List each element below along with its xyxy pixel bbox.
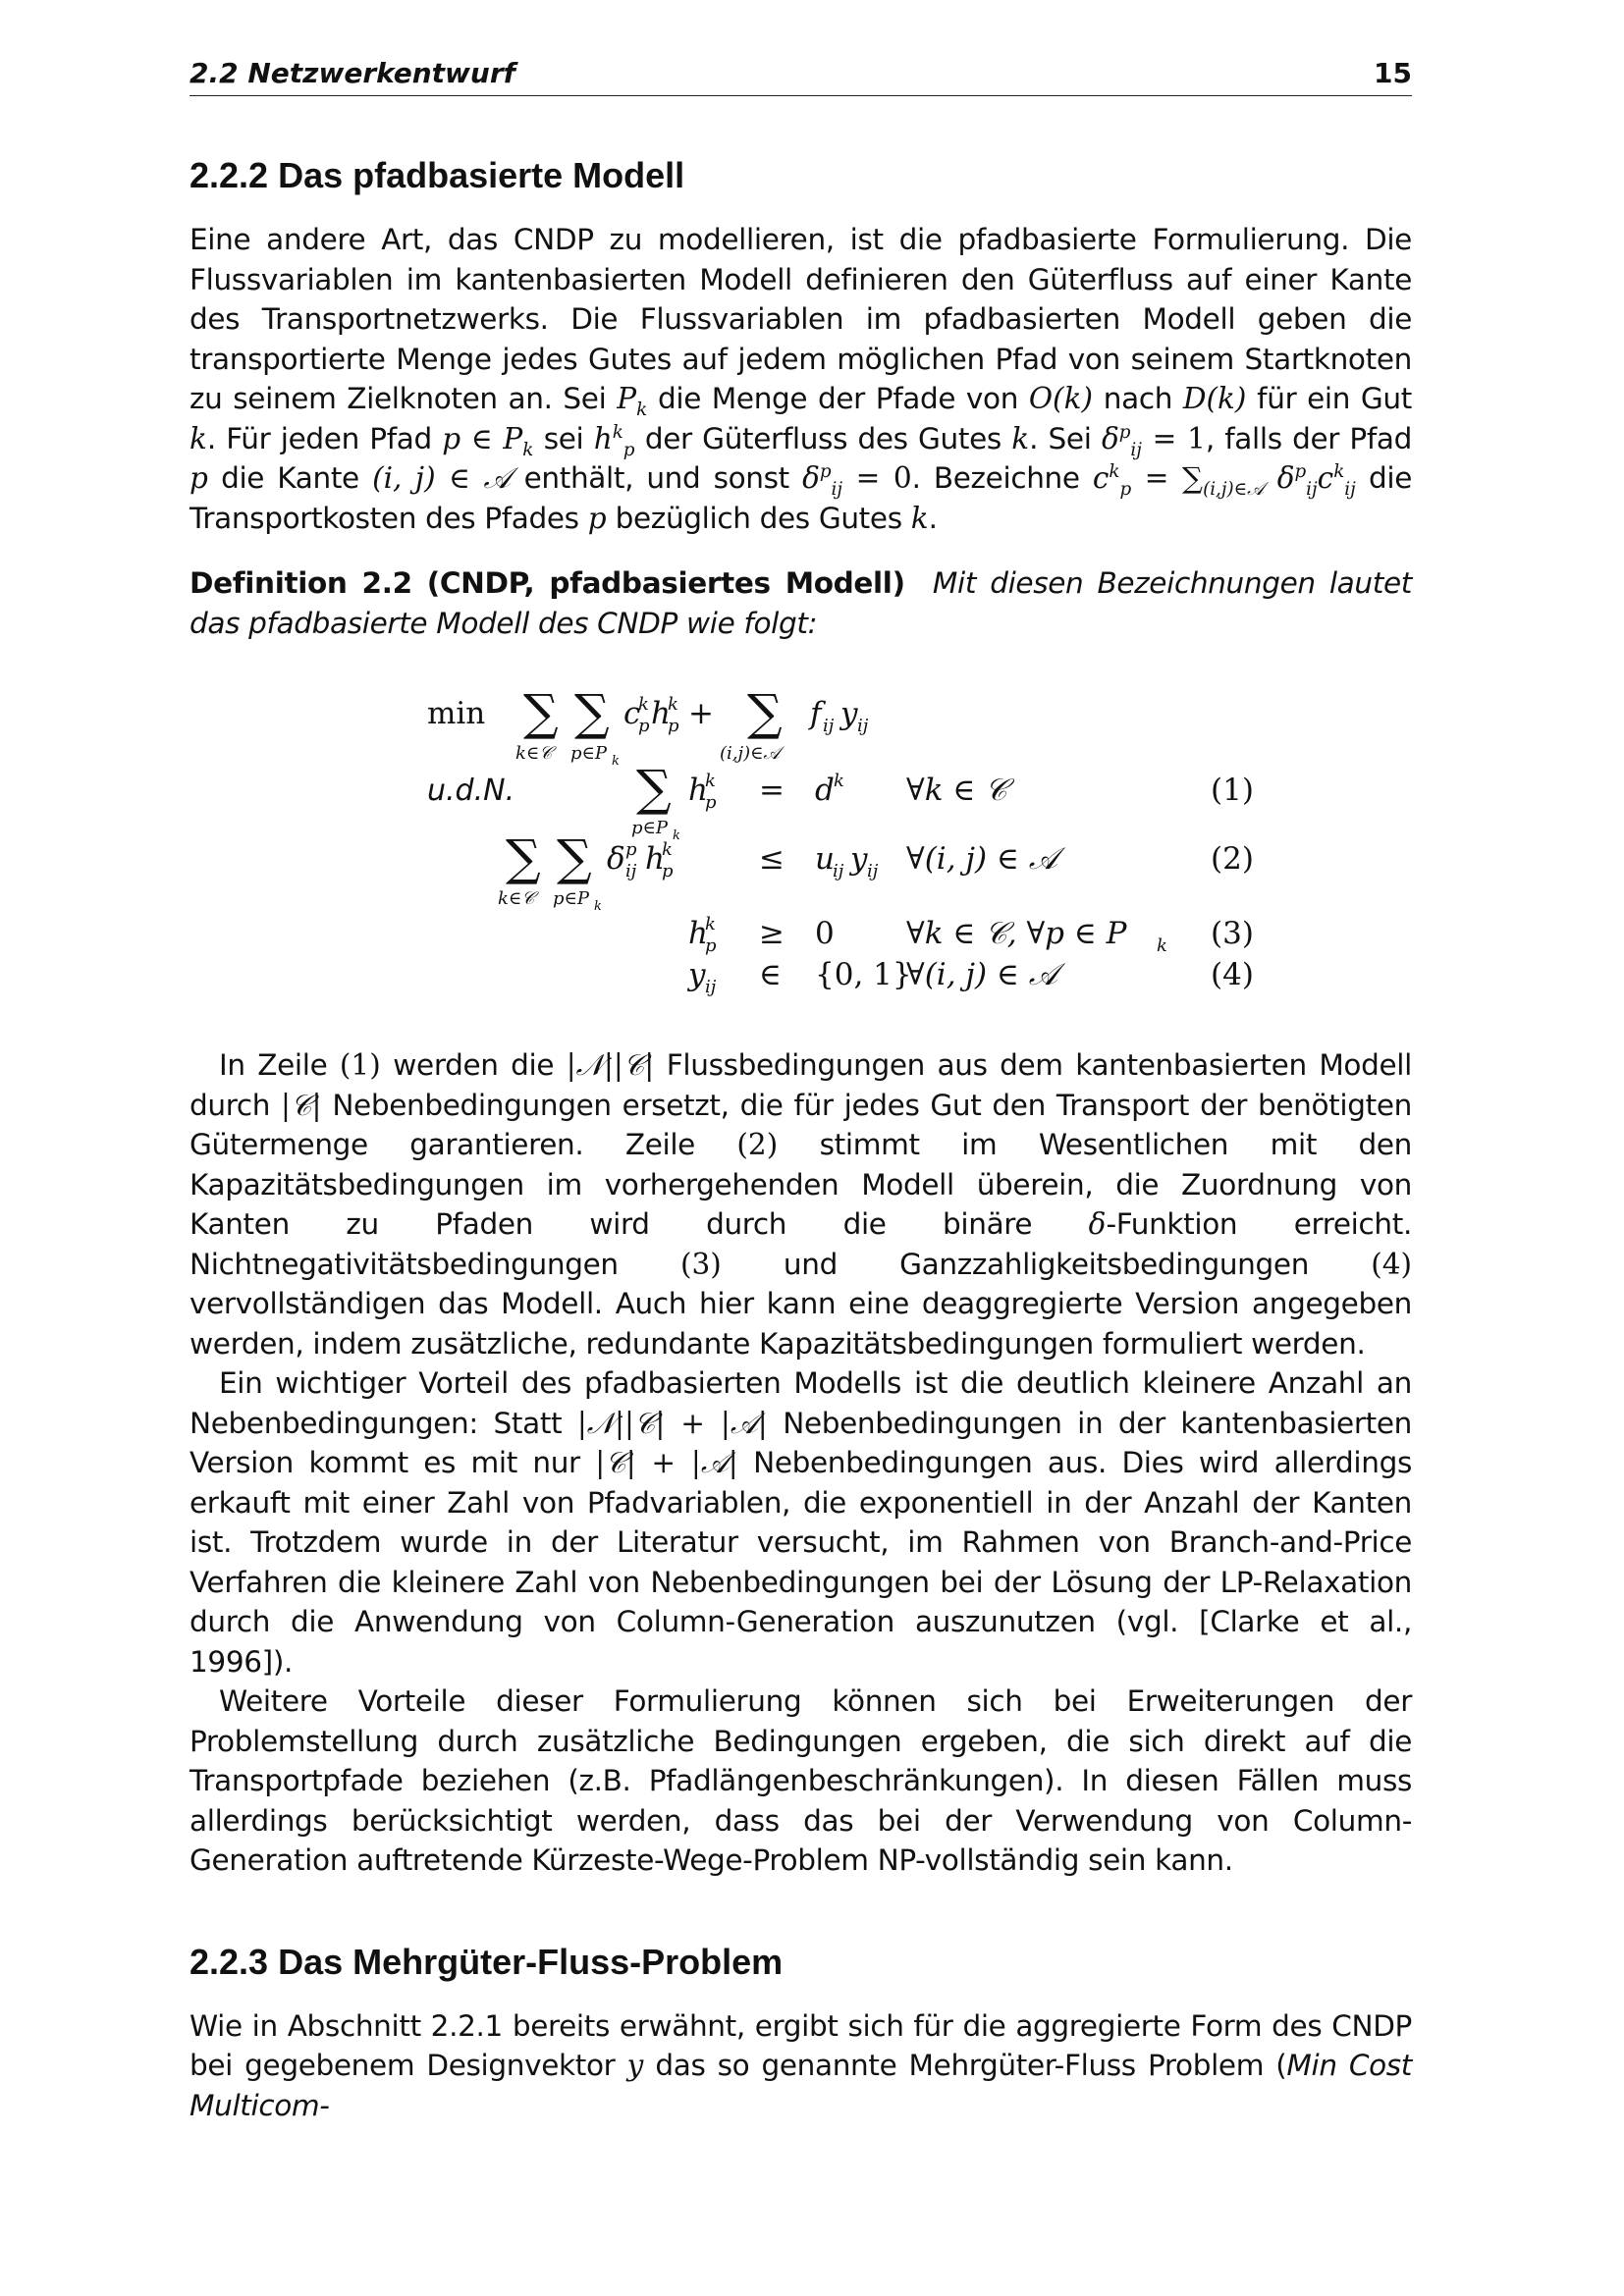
page-number: 15 — [1374, 57, 1412, 89]
row1-rhs: d — [815, 773, 835, 808]
row3-domain-sub: k — [1157, 935, 1167, 956]
sum-ijA-sub: (i,j)∈𝒜 — [720, 743, 781, 764]
obj-h: h — [651, 696, 671, 731]
sum-pPk-3: ∑ — [557, 829, 592, 886]
row1-h-sub: p — [705, 792, 717, 813]
row1-h-sup: k — [705, 771, 716, 791]
row3-h-sub: p — [705, 935, 717, 956]
sum-kC-1-sub: k∈𝒞 — [515, 743, 553, 764]
row2-rhs-y: y — [850, 841, 868, 877]
row2-h: h — [645, 841, 665, 877]
obj-c: c — [623, 696, 641, 731]
obj-h-sub: p — [668, 716, 679, 736]
definition-label: Definition 2.2 (CNDP, pfadbasiertes Modell) — [189, 566, 905, 600]
header-section-title: 2.2 Netzwerkentwurf — [189, 57, 515, 89]
sum-pPk-2: ∑ — [636, 760, 672, 817]
obj-y-sub: ij — [857, 716, 869, 736]
running-header — [189, 57, 1412, 96]
obj-c-sup: k — [638, 694, 649, 715]
row1-number: (1) — [1211, 773, 1254, 808]
obj-f: f — [810, 696, 822, 731]
section-heading-2-2-3: 2.2.3 Das Mehrgüter-Fluss-Problem — [189, 1941, 784, 1982]
definition-2-2 — [189, 563, 1412, 643]
row4-rhs: {0, 1} — [815, 957, 912, 992]
row2-rhs-u: u — [815, 841, 835, 877]
paragraph-constraints: In Zeile (1) werden die |𝒩||𝒞| Flussbedingungen aus dem kantenbasierten Modell durch |𝒞| Nebenbedingungen ersetzt, die für jedes Gut den Transport der benötigten Gütermenge garantieren. Zeile (2) stimmt im Wesentlichen mit den Kapazitätsbedingungen im vorhergehenden Modell überein, die Zuordnung von Kanten zu Pfaden wird durch die binäre δ-Funktion erreicht. Nichtnegativitätsbedingungen (3) und Ganzzahligkeitsbedingungen (4) vervollständigen das Modell. Auch hier kann eine deaggregierte Version angegeben werden, indem zusätzliche, redundante Kapazitätsbedingungen formuliert werden. — [189, 1048, 1413, 1361]
row2-rhs-y-sub: ij — [867, 861, 879, 881]
row2-domain: ∀(i, j) ∈ 𝒜 — [906, 841, 1058, 877]
paragraph-advantage: Ein wichtiger Vorteil des pfadbasierten Modells ist die deutlich kleinere Anzahl an Nebenbedingungen: Statt |𝒩||𝒞| + |𝒜| Nebenbedingungen in der kantenbasierten Version kommt es mit nur |𝒞| + |𝒜| Nebenbedingungen aus. Dies wird allerdings erkauft mit einer Zahl von Pfadvariablen, die exponentiell in der Anzahl der Kanten ist. Trotzdem wurde in der Literatur versucht, im Rahmen von Branch-and-Price Verfahren die kleinere Zahl von Nebenbedingungen bei der Lösung der LP-Relaxation durch die Anwendung von Column-Generation auszunutzen (vgl. [Clarke et al., 1996]). — [189, 1366, 1413, 1679]
row2-rhs-u-sub: ij — [833, 861, 844, 881]
row1-rhs-sup: k — [834, 771, 844, 791]
paragraph-intro: Eine andere Art, das CNDP zu modellieren, ist die pfadbasierte Formulierung. Die Flussvariablen im kantenbasierten Modell definieren den Güterfluss auf einer Kante des Transportnetzwerks. Die Flussvariablen im pfadbasierten Modell geben die transportierte Menge jedes Gutes auf jedem möglichen Pfad von seinem Startknoten zu seinem Zielknoten an. Sei $P_k$ die Menge der Pfade von O(k) nach D(k) für ein Gut k. Für jeden Pfad p ∈ $P_k$ sei $h^k_p$ der Güterfluss des Gutes k. Sei $\delta^p_{ij} = 1$, falls der Pfad p die Kante (i, j) ∈ 𝒜 enthält, und sonst $\delta^p_{ij} = 0$. Bezeichne $c^k_p = \sum_{(i,j)\in 𝒜}$ $\delta^p_{ij}c^k_{ij}$ die Transportkosten des Pfades p bezüglich des Gutes k. — [189, 223, 1413, 535]
obj-plus: + — [688, 696, 714, 731]
row4-y: y — [688, 957, 706, 992]
row1-h: h — [688, 773, 708, 808]
sum-kC-1: ∑ — [523, 684, 559, 741]
page — [189, 57, 1412, 2125]
row1-rel: = — [759, 773, 785, 808]
paragraph-further-advantages: Weitere Vorteile dieser Formulierung können sich bei Erweiterungen der Problemstellung durch zusätzliche Bedingungen ergeben, die sich direkt auf die Transportpfade beziehen (z.B. Pfadlängenbeschränkungen). In diesen Fällen muss allerdings berücksichtigt werden, dass das bei der Verwendung von Column-Generation auftretende Kürzeste-Wege-Problem NP-vollständig sein kann. — [189, 1684, 1412, 1877]
row2-delta: δ — [607, 841, 625, 877]
row2-delta-sup: p — [625, 839, 637, 860]
obj-c-sub: p — [638, 716, 650, 736]
row3-rhs: 0 — [815, 916, 835, 951]
section-heading-2-2-2: 2.2.2 Das pfadbasierte Modell — [189, 155, 685, 195]
row3-rel: ≥ — [759, 916, 785, 951]
sum-kC-2-sub: k∈𝒞 — [498, 888, 535, 909]
sum-pPk-2-subk: k — [673, 828, 680, 843]
row2-number: (2) — [1211, 841, 1254, 877]
row3-domain: ∀k ∈ 𝒞, ∀p ∈ P — [906, 916, 1127, 951]
row2-h-sub: p — [662, 861, 674, 881]
definition-text: Mit diesen Bezeichnungen lautet das pfadbasierte Modell des CNDP wie folgt: — [189, 566, 1412, 640]
sum-pPk-3-sub: p∈P — [553, 888, 589, 909]
row3-h: h — [688, 916, 708, 951]
sum-ijA: ∑ — [747, 684, 783, 741]
sum-kC-2: ∑ — [506, 829, 541, 886]
sum-pPk-1: ∑ — [574, 684, 610, 741]
min-label: min — [427, 696, 486, 731]
obj-h-sup: k — [668, 694, 678, 715]
row3-h-sup: k — [705, 914, 716, 934]
sum-pPk-1-sub: p∈P — [570, 743, 607, 764]
row2-delta-sub: ij — [625, 861, 637, 881]
row3-number: (3) — [1211, 916, 1254, 951]
obj-f-sub: ij — [823, 716, 835, 736]
obj-y: y — [840, 696, 858, 731]
row4-domain: ∀(i, j) ∈ 𝒜 — [906, 957, 1058, 992]
row4-number: (4) — [1211, 957, 1254, 992]
sum-pPk-3-subk: k — [594, 899, 602, 914]
row2-rel: ≤ — [759, 841, 785, 877]
row1-domain: ∀k ∈ 𝒞 — [906, 773, 1007, 808]
formula-svg — [189, 672, 1412, 1045]
udn-label: u.d.N. — [427, 774, 515, 808]
row4-y-sub: ij — [705, 977, 717, 997]
row4-rel: ∈ — [759, 957, 782, 992]
sum-pPk-1-subk: k — [612, 754, 620, 769]
path-based-model-formula — [189, 672, 1412, 1045]
sum-pPk-2-sub: p∈P — [631, 818, 668, 838]
paragraph-multicommodity: Wie in Abschnitt 2.2.1 bereits erwähnt, ergibt sich für die aggregierte Form des CNDP bei gegebenem Designvektor y das so genannte Mehrgüter-Fluss Problem (Min Cost Multicom- — [189, 2008, 1413, 2122]
row2-h-sup: k — [662, 839, 673, 860]
